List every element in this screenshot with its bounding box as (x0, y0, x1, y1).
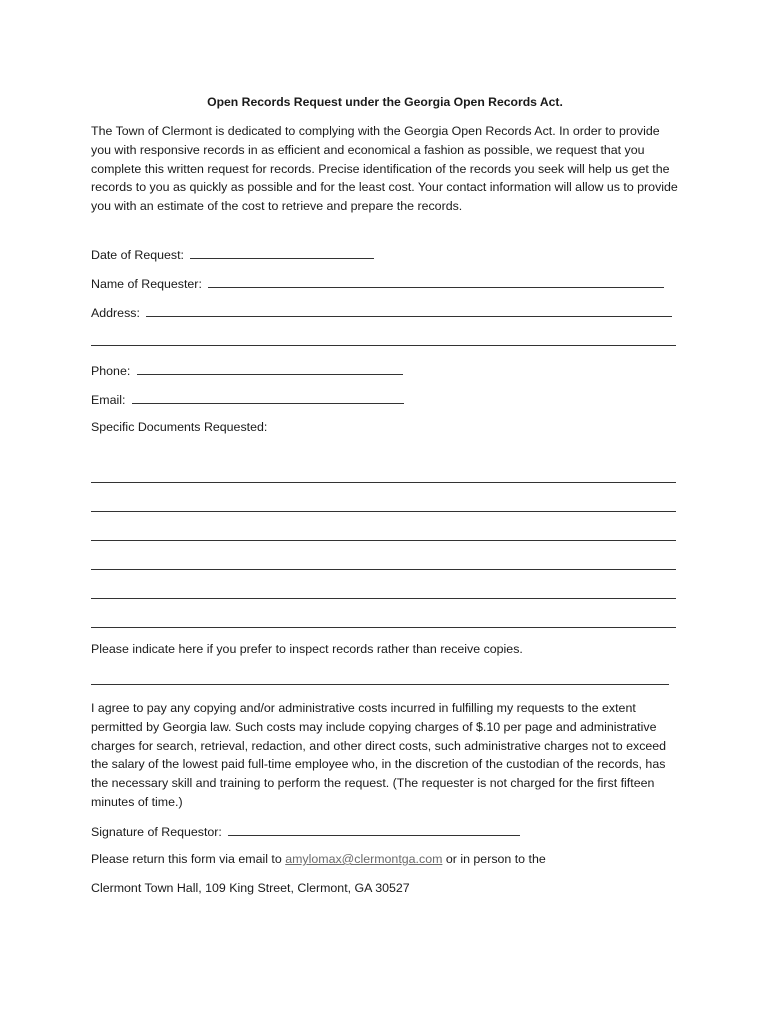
town-hall-address-text: Clermont Town Hall, 109 King Street, Clermont, GA 30527 (91, 881, 410, 895)
phone-label: Phone: (91, 364, 131, 378)
address-blank-line-2[interactable] (91, 345, 676, 346)
inspect-blank-line[interactable] (91, 684, 669, 685)
email-label: Email: (91, 393, 126, 407)
documents-blank-line-4[interactable] (91, 569, 676, 570)
phone-field-row (91, 362, 681, 378)
address-label: Address: (91, 306, 140, 320)
documents-field-row (91, 420, 681, 434)
documents-label: Specific Documents Requested: (91, 420, 268, 434)
return-prefix: Please return this form via email to (91, 852, 282, 866)
address-blank-line[interactable] (146, 304, 672, 317)
date-field-row (91, 246, 681, 262)
inspect-prompt (91, 642, 681, 656)
phone-blank-line[interactable] (137, 362, 403, 375)
signature-blank-line[interactable] (228, 823, 520, 836)
email-blank-line[interactable] (132, 391, 404, 404)
town-hall-address (91, 881, 681, 895)
name-label: Name of Requester: (91, 277, 202, 291)
documents-blank-line-1[interactable] (91, 482, 676, 483)
inspect-prompt-text: Please indicate here if you prefer to inspect records rather than receive copies. (91, 642, 523, 656)
documents-blank-line-5[interactable] (91, 598, 676, 599)
signature-field-row (91, 823, 681, 839)
email-field-row (91, 391, 681, 407)
documents-blank-line-3[interactable] (91, 540, 676, 541)
return-suffix: or in person to the (445, 852, 546, 866)
name-field-row (91, 275, 681, 291)
intro-paragraph: The Town of Clermont is dedicated to complying with the Georgia Open Records Act. In order to provide you with responsive records in as efficient and economical a fashion as possible, we request that you complete this written request for records. Precise identification of the records you seek will help us get the records to you as quickly as possible and for the least cost. Your contact information will allow us to provide you with an estimate of the cost to retrieve and prepare the records. (91, 124, 678, 214)
name-blank-line[interactable] (208, 275, 664, 288)
document-title: Open Records Request under the Georgia Open Records Act. (207, 95, 563, 109)
return-instructions (91, 852, 681, 866)
date-blank-line[interactable] (190, 246, 374, 259)
address-field-row (91, 304, 681, 320)
agreement-paragraph: I agree to pay any copying and/or administrative costs incurred in fulfilling my requests to the extent permitted by Georgia law. Such costs may include copying charges of $.10 per page and administrative charges for search, retrieval, redaction, and other direct costs, such administrative charges not to exceed the salary of the lowest paid full-time employee who, in the discretion of the custodian of the records, has the necessary skill and training to perform the request. (The requester is not charged for the first fifteen minutes of time.) (91, 701, 667, 809)
return-email-link[interactable]: amylomax@clermontga.com (285, 852, 443, 866)
signature-label: Signature of Requestor: (91, 825, 222, 839)
documents-blank-line-6[interactable] (91, 627, 676, 628)
date-label: Date of Request: (91, 248, 184, 262)
documents-blank-line-2[interactable] (91, 511, 676, 512)
